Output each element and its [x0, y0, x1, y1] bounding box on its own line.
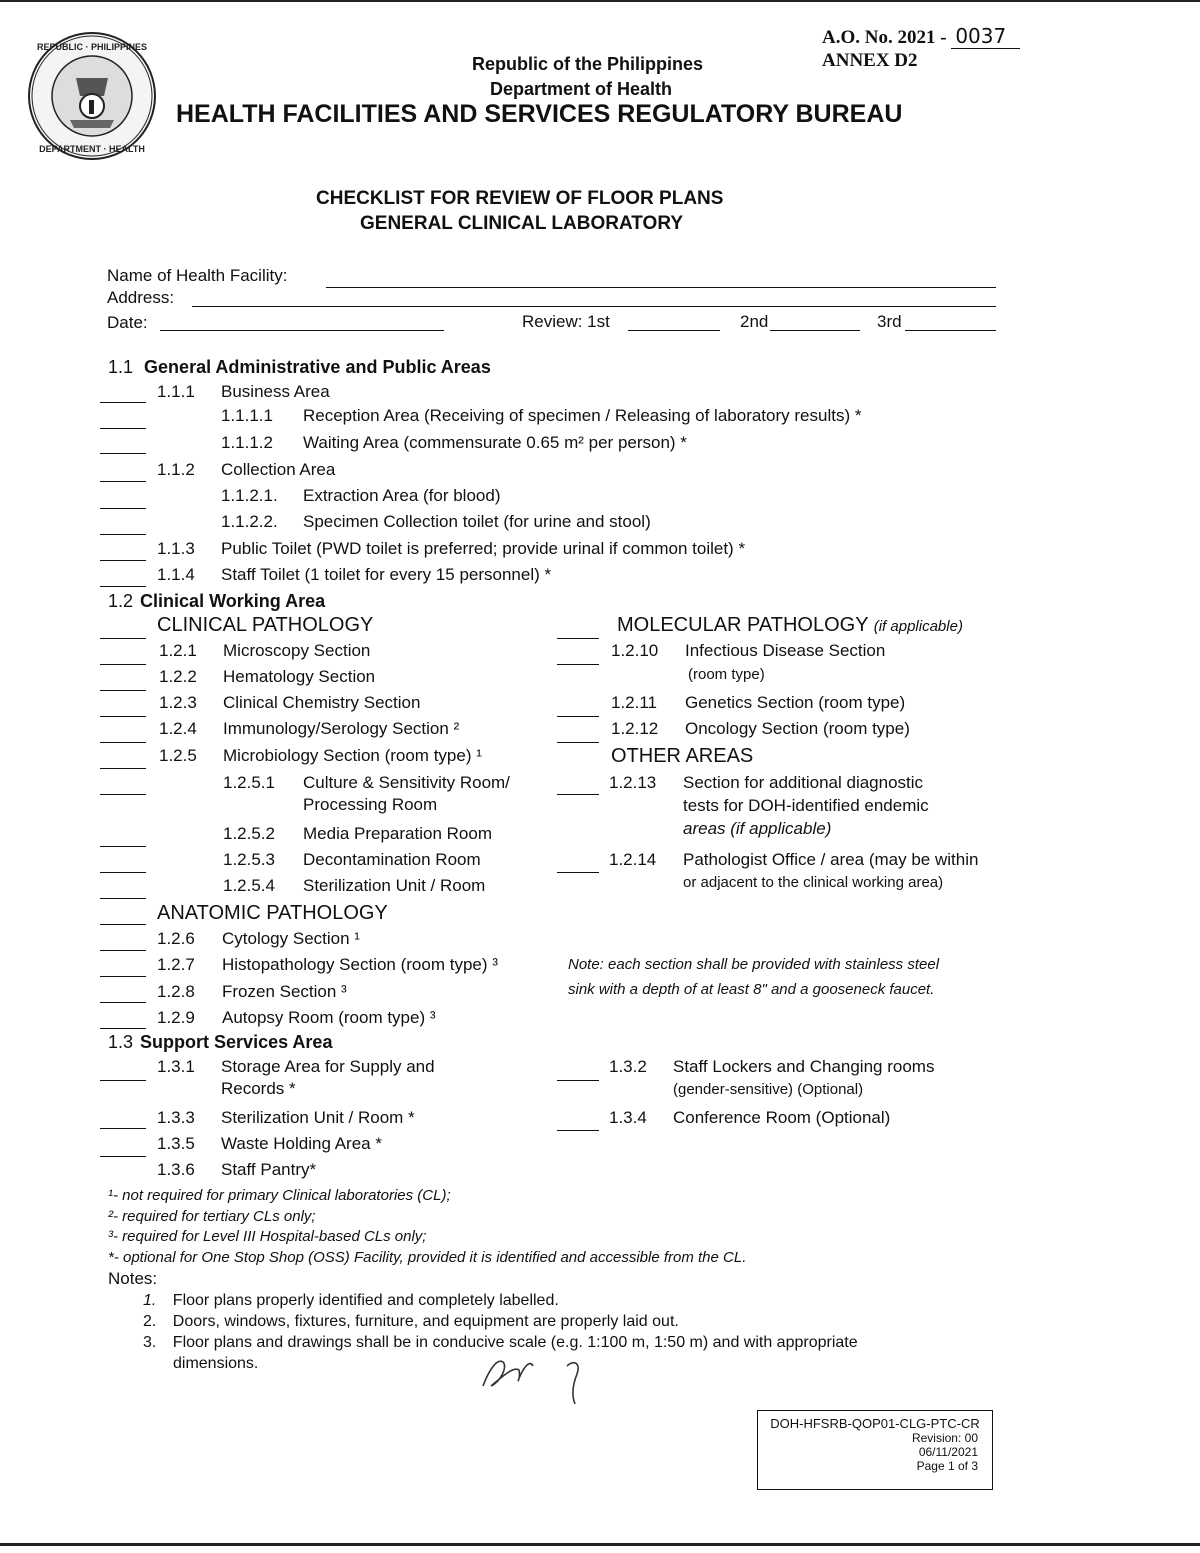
checkbox-blank-1-2-5-1[interactable] — [100, 794, 146, 795]
review-2nd-label: 2nd — [740, 312, 769, 331]
note-number: 2. — [143, 1313, 157, 1330]
checkbox-blank-1-2-5[interactable] — [100, 768, 146, 769]
note-item-1 — [143, 1292, 559, 1310]
checkbox-blank-1-1-1[interactable] — [100, 402, 146, 403]
doh-seal-logo — [26, 30, 158, 162]
item-label: Decontamination Room — [303, 850, 481, 869]
checkbox-blank-1-3-2[interactable] — [557, 1080, 599, 1081]
other-areas-label: OTHER AREAS — [611, 745, 754, 767]
molecular-pathology-heading — [617, 614, 963, 637]
checkbox-blank-anatomic-pathology[interactable] — [100, 924, 146, 925]
section-number: 1.3 — [108, 1032, 134, 1052]
note-item-3-cont: dimensions. — [173, 1355, 259, 1372]
item-number: 1.2.1 — [159, 641, 197, 660]
molecular-applicable-note: (if applicable) — [873, 618, 963, 635]
ao-number-line — [822, 24, 1020, 49]
item-number: 1.3.2 — [609, 1057, 647, 1076]
item-number: 1.3.3 — [157, 1108, 195, 1127]
checkbox-blank-1-1-2[interactable] — [100, 481, 146, 482]
svg-text:REPUBLIC · PHILIPPINES: REPUBLIC · PHILIPPINES — [36, 42, 148, 52]
review-2nd-field[interactable] — [770, 330, 860, 331]
review-3rd-field[interactable] — [905, 330, 996, 331]
item-label: Storage Area for Supply and — [221, 1057, 435, 1076]
checkbox-blank-1-2-8[interactable] — [100, 1002, 146, 1003]
checkbox-blank-1-2-4[interactable] — [100, 742, 146, 743]
item-label: Reception Area (Receiving of specimen / Releasing of laboratory results) * — [303, 406, 862, 425]
top-border-line — [0, 0, 1200, 2]
bottom-border-line — [0, 1543, 1200, 1546]
revision-label: Revision: 00 — [911, 1431, 978, 1445]
item-number: 1.2.4 — [159, 719, 197, 738]
item-label: Specimen Collection toilet (for urine and stool) — [303, 512, 651, 531]
item-label: Extraction Area (for blood) — [303, 486, 501, 505]
item-number: 1.2.10 — [611, 641, 659, 660]
section-number: 1.1 — [108, 357, 134, 377]
note-item-2 — [143, 1313, 679, 1331]
footnote-1: ¹- not required for primary Clinical laboratories (CL); — [108, 1187, 451, 1204]
checkbox-blank-1-2-6[interactable] — [100, 950, 146, 951]
item-number: 1.2.7 — [157, 955, 195, 974]
item-label: Microbiology Section (room type) ¹ — [223, 746, 482, 765]
address-label: Address: — [107, 288, 175, 307]
item-number: 1.3.4 — [609, 1108, 647, 1127]
revision-date: 06/11/2021 — [918, 1445, 978, 1459]
anatomic-pathology-label: ANATOMIC PATHOLOGY — [157, 902, 388, 924]
section-1-1-heading — [108, 357, 491, 378]
footnote-4: *- optional for One Stop Shop (OSS) Facility, provided it is identified and accessible from the CL. — [108, 1249, 747, 1266]
note-number: 1. — [143, 1292, 157, 1309]
item-label: Oncology Section (room type) — [685, 719, 910, 738]
date-field[interactable] — [160, 330, 444, 331]
item-number: 1.1.3 — [157, 539, 195, 558]
checkbox-blank-1-1-3[interactable] — [100, 560, 146, 561]
section-title: Support Services Area — [140, 1032, 333, 1052]
item-label: Autopsy Room (room type) ³ — [222, 1008, 436, 1027]
checkbox-blank-1-1-4[interactable] — [100, 586, 146, 587]
item-number: 1.1.1.2 — [221, 433, 273, 452]
item-label-cont: tests for DOH-identified endemic — [683, 796, 929, 815]
item-label: Cytology Section ¹ — [222, 929, 360, 948]
checkbox-blank-1-2-12[interactable] — [557, 742, 599, 743]
checklist-title: CHECKLIST FOR REVIEW OF FLOOR PLANS — [316, 188, 724, 209]
item-number: 1.1.2.2. — [221, 512, 278, 531]
checkbox-blank-molecular-pathology[interactable] — [557, 638, 599, 639]
item-label: Culture & Sensitivity Room/ — [303, 773, 510, 792]
section-1-2-heading — [108, 591, 325, 612]
item-number: 1.2.5.2 — [223, 824, 275, 843]
section-number: 1.2 — [108, 591, 134, 611]
item-label: Immunology/Serology Section ² — [223, 719, 460, 738]
item-number: 1.2.12 — [611, 719, 659, 738]
item-label: Conference Room (Optional) — [673, 1108, 891, 1127]
checkbox-blank-1-2-9[interactable] — [100, 1028, 146, 1029]
note-text: Floor plans properly identified and completely labelled. — [172, 1292, 559, 1309]
item-number: 1.1.1.1 — [221, 406, 273, 425]
item-label-cont: (gender-sensitive) (Optional) — [673, 1081, 864, 1098]
item-number: 1.1.4 — [157, 565, 195, 584]
checkbox-blank-1-3-5[interactable] — [100, 1156, 146, 1157]
annex-label: ANNEX D2 — [822, 50, 918, 71]
item-label: Staff Toilet (1 toilet for every 15 personnel) * — [221, 565, 552, 584]
checkbox-blank-1-2-1[interactable] — [100, 664, 146, 665]
item-label: Waste Holding Area * — [221, 1134, 382, 1153]
checkbox-blank-1-2-11[interactable] — [557, 716, 599, 717]
item-label: Section for additional diagnostic — [683, 773, 924, 792]
svg-text:DEPARTMENT · HEALTH: DEPARTMENT · HEALTH — [39, 144, 145, 154]
item-number: 1.2.2 — [159, 667, 197, 686]
item-label: Genetics Section (room type) — [685, 693, 906, 712]
checkbox-blank-1-1-1-1[interactable] — [100, 428, 146, 429]
item-label: Media Preparation Room — [303, 824, 492, 843]
item-number: 1.2.8 — [157, 982, 195, 1001]
review-1st-field[interactable] — [628, 330, 720, 331]
checkbox-blank-1-2-7[interactable] — [100, 976, 146, 977]
item-number: 1.3.5 — [157, 1134, 195, 1153]
checklist-subtitle: GENERAL CLINICAL LABORATORY — [360, 213, 684, 234]
item-number: 1.2.11 — [611, 693, 658, 712]
checkbox-blank-1-2-2[interactable] — [100, 690, 146, 691]
item-label: Staff Lockers and Changing rooms — [673, 1057, 935, 1076]
item-label: Sterilization Unit / Room — [303, 876, 486, 895]
facility-label: Name of Health Facility: — [107, 266, 288, 285]
document-code: DOH-HFSRB-QOP01-CLG-PTC-CR — [770, 1416, 980, 1431]
item-label: Hematology Section — [223, 667, 376, 686]
item-label: Sterilization Unit / Room * — [221, 1108, 415, 1127]
facility-name-field[interactable] — [326, 287, 996, 288]
checkbox-blank-1-1-2-1[interactable] — [100, 508, 146, 509]
document-control-box — [757, 1410, 993, 1490]
section-title: General Administrative and Public Areas — [144, 357, 491, 377]
item-label: Collection Area — [221, 460, 336, 479]
checkbox-blank-1-2-10[interactable] — [557, 664, 599, 665]
sink-note-line1: Note: each section shall be provided with stainless steel — [568, 956, 940, 973]
checkbox-blank-1-3-1[interactable] — [100, 1080, 146, 1081]
item-number: 1.2.5 — [159, 746, 197, 765]
item-number: 1.3.1 — [157, 1057, 195, 1076]
item-number: 1.2.3 — [159, 693, 197, 712]
notes-label: Notes: — [108, 1269, 158, 1288]
item-label: Business Area — [221, 382, 330, 401]
item-label: Infectious Disease Section — [685, 641, 886, 660]
department-label: Department of Health — [490, 79, 673, 99]
item-number: 1.2.13 — [609, 773, 657, 792]
sink-note-line2: sink with a depth of at least 8" and a gooseneck faucet. — [568, 981, 935, 998]
item-label-cont: areas (if applicable) — [683, 819, 832, 838]
item-number: 1.2.5.1 — [223, 773, 275, 792]
item-label-cont: Records * — [221, 1079, 296, 1098]
checkbox-blank-1-1-1-2[interactable] — [100, 453, 146, 454]
item-label: Frozen Section ³ — [222, 982, 347, 1001]
item-label-cont: Processing Room — [303, 795, 438, 814]
review-label: Review: 1st — [522, 312, 610, 331]
item-label: Microscopy Section — [223, 641, 371, 660]
item-number: 1.2.6 — [157, 929, 195, 948]
checkbox-blank-1-2-14[interactable] — [557, 872, 599, 873]
item-label: Clinical Chemistry Section — [223, 693, 421, 712]
item-label-cont: (room type) — [688, 666, 765, 683]
item-number: 1.2.14 — [609, 850, 657, 869]
bureau-title: HEALTH FACILITIES AND SERVICES REGULATORY BUREAU — [176, 100, 903, 128]
item-number: 1.3.6 — [157, 1160, 195, 1179]
item-number: 1.2.9 — [157, 1008, 195, 1027]
section-title: Clinical Working Area — [140, 591, 326, 611]
item-number: 1.2.5.3 — [223, 850, 275, 869]
footnote-2: ²- required for tertiary CLs only; — [108, 1208, 316, 1225]
checkbox-blank-1-2-5-2[interactable] — [100, 846, 146, 847]
checkbox-blank-1-2-5-3[interactable] — [100, 872, 146, 873]
date-label: Date: — [107, 313, 148, 332]
checkbox-blank-1-3-4[interactable] — [557, 1130, 599, 1131]
checkbox-blank-1-1-2-2[interactable] — [100, 534, 146, 535]
item-label: Pathologist Office / area (may be within — [683, 850, 979, 869]
item-label: Histopathology Section (room type) ³ — [222, 955, 498, 974]
note-number: 3. — [143, 1334, 157, 1351]
checkbox-blank-1-3-3[interactable] — [100, 1128, 146, 1129]
item-number: 1.2.5.4 — [223, 876, 275, 895]
ao-label: A.O. No. 2021 - — [822, 27, 947, 48]
checkbox-blank-1-2-13[interactable] — [557, 794, 599, 795]
item-number: 1.1.1 — [157, 382, 195, 401]
item-label: Public Toilet (PWD toilet is preferred; provide urinal if common toilet) * — [221, 539, 746, 558]
address-field[interactable] — [192, 306, 996, 307]
item-number: 1.1.2 — [157, 460, 195, 479]
clinical-pathology-label: CLINICAL PATHOLOGY — [157, 614, 374, 636]
republic-label: Republic of the Philippines — [472, 54, 704, 74]
checkbox-blank-clinical-pathology[interactable] — [100, 638, 146, 639]
item-label: Staff Pantry* — [221, 1160, 317, 1179]
footnote-3: ³- required for Level III Hospital-based CLs only; — [108, 1228, 427, 1245]
review-3rd-label: 3rd — [877, 312, 902, 331]
section-1-3-heading — [108, 1032, 332, 1053]
item-label-cont: or adjacent to the clinical working area) — [683, 874, 944, 891]
handwritten-initials — [475, 1340, 605, 1410]
ao-number: 0037 — [951, 24, 1020, 49]
item-number: 1.1.2.1. — [221, 486, 278, 505]
note-text: Doors, windows, fixtures, furniture, and equipment are properly laid out. — [172, 1313, 679, 1330]
checkbox-blank-1-2-3[interactable] — [100, 716, 146, 717]
page-number: Page 1 of 3 — [916, 1459, 978, 1473]
checkbox-blank-1-2-5-4[interactable] — [100, 898, 146, 899]
note-text: Floor plans and drawings shall be in conducive scale (e.g. 1:100 m, 1:50 m) and with appropriate — [172, 1334, 858, 1351]
item-label: Waiting Area (commensurate 0.65 m² per person) * — [303, 433, 687, 452]
molecular-pathology-label: MOLECULAR PATHOLOGY — [617, 614, 869, 636]
